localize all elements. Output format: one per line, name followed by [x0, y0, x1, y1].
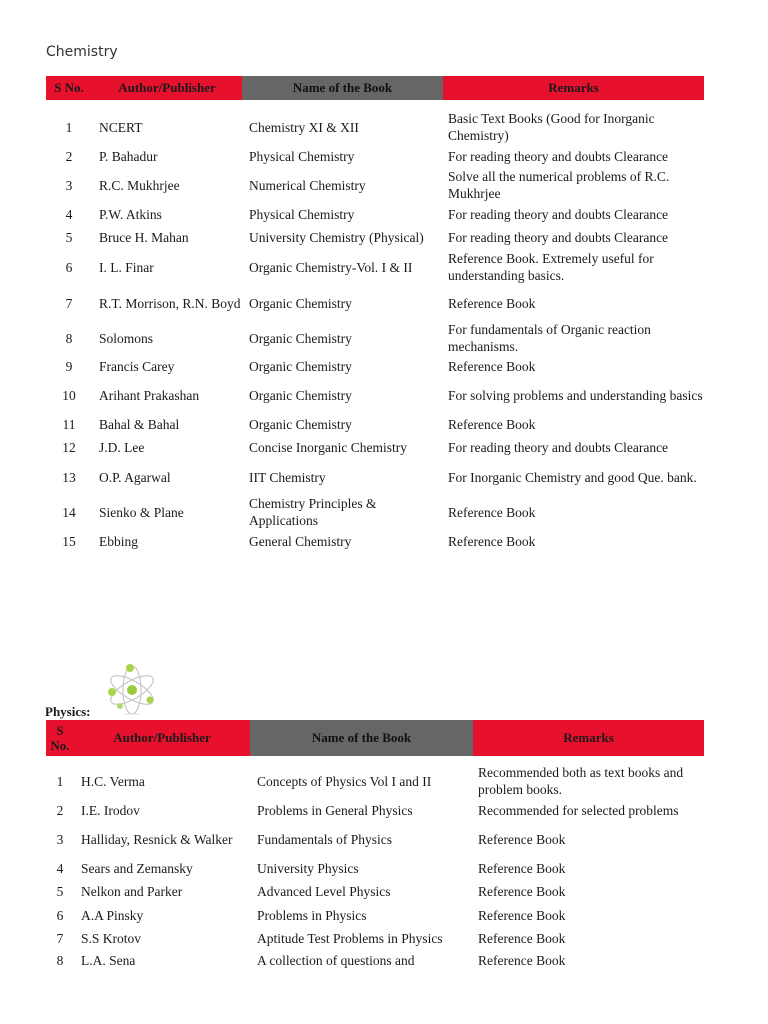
- remarks-cell: Basic Text Books (Good for Inorganic Chemistry): [448, 111, 655, 143]
- table-row: [46, 799, 704, 821]
- remarks-cell: Reference Book: [448, 295, 536, 311]
- table-row: [46, 821, 704, 857]
- serial-number-cell: 8: [56, 952, 64, 968]
- remarks-cell: Solve all the numerical problems of R.C. Mukhrjee: [448, 169, 670, 201]
- remarks-cell: For Inorganic Chemistry and good Que. bank.: [448, 469, 697, 485]
- serial-number-cell: 9: [65, 358, 73, 374]
- table-row: [46, 285, 704, 321]
- serial-number-cell: 5: [65, 229, 73, 245]
- table-row: [46, 225, 704, 249]
- physics-section-title: Physics:: [45, 704, 91, 719]
- table-row: [46, 459, 704, 495]
- serial-number-cell: 4: [56, 860, 64, 876]
- book-name-cell: Organic Chemistry-Vol. I & II: [249, 259, 413, 275]
- table-row: [46, 145, 704, 167]
- serial-number-cell: 2: [56, 802, 64, 818]
- remarks-cell: For reading theory and doubts Clearance: [448, 229, 669, 245]
- table-row: [46, 413, 704, 435]
- author-cell: S.S Krotov: [81, 930, 142, 946]
- author-cell: I.E. Irodov: [81, 802, 140, 818]
- remarks-cell: For reading theory and doubts Clearance: [448, 206, 669, 222]
- serial-number-cell: 1: [56, 773, 64, 789]
- chemistry-book-table: [46, 76, 704, 553]
- serial-number-cell: 7: [65, 295, 73, 311]
- table-row: [46, 763, 704, 799]
- table-row: [46, 167, 704, 203]
- atom-icon: [104, 660, 160, 725]
- header-remarks: Remarks: [473, 720, 704, 756]
- author-cell: Sienko & Plane: [99, 504, 184, 520]
- author-cell: Bruce H. Mahan: [99, 229, 189, 245]
- header-book: Name of the Book: [250, 720, 473, 756]
- book-name-cell: Aptitude Test Problems in Physics: [257, 930, 443, 946]
- book-name-cell: Concepts of Physics Vol I and II: [257, 773, 432, 789]
- remarks-cell: Recommended for selected problems: [478, 802, 679, 818]
- remarks-cell: Reference Book: [448, 504, 536, 520]
- serial-number-cell: 6: [65, 259, 73, 275]
- book-name-cell: University Chemistry (Physical): [249, 229, 424, 245]
- book-name-cell: IIT Chemistry: [249, 469, 326, 485]
- book-name-cell: Organic Chemistry: [249, 358, 352, 374]
- table-row: [46, 377, 704, 413]
- table-row: [46, 529, 704, 553]
- author-cell: H.C. Verma: [81, 773, 145, 789]
- remarks-cell: For solving problems and understanding basics: [448, 387, 703, 403]
- book-name-cell: Organic Chemistry: [249, 387, 352, 403]
- remarks-cell: Reference Book: [478, 831, 566, 847]
- author-cell: Arihant Prakashan: [99, 387, 200, 403]
- book-name-cell: A collection of questions and: [257, 952, 415, 968]
- header-author: Author/Publisher: [92, 76, 242, 100]
- book-name-cell: Advanced Level Physics: [257, 883, 391, 899]
- serial-number-cell: 15: [62, 533, 76, 549]
- remarks-cell: Reference Book: [478, 907, 566, 923]
- table-row: [46, 109, 704, 145]
- author-cell: Nelkon and Parker: [81, 883, 183, 899]
- serial-number-cell: 5: [56, 883, 64, 899]
- physics-book-table: [46, 720, 704, 971]
- remarks-cell: For reading theory and doubts Clearance: [448, 439, 669, 455]
- book-name-cell: Organic Chemistry: [249, 330, 352, 346]
- author-cell: P.W. Atkins: [99, 206, 162, 222]
- remarks-cell: Reference Book: [448, 533, 536, 549]
- book-name-cell: Physical Chemistry: [249, 206, 355, 222]
- table-header-row: [46, 76, 704, 100]
- remarks-cell: Reference Book: [478, 860, 566, 876]
- header-remarks: Remarks: [443, 76, 704, 100]
- author-cell: Halliday, Resnick & Walker: [81, 831, 233, 847]
- book-name-cell: Numerical Chemistry: [249, 177, 366, 193]
- book-name-cell: Organic Chemistry: [249, 416, 352, 432]
- author-cell: O.P. Agarwal: [99, 469, 171, 485]
- serial-number-cell: 8: [65, 330, 73, 346]
- spacer-cell: [46, 100, 704, 109]
- book-name-cell: Problems in General Physics: [257, 802, 413, 818]
- remarks-cell: Reference Book: [478, 930, 566, 946]
- table-row: [46, 435, 704, 459]
- author-cell: R.T. Morrison, R.N. Boyd: [99, 295, 241, 311]
- table-row: [46, 355, 704, 377]
- book-name-cell: General Chemistry: [249, 533, 352, 549]
- header-sno: S No.: [46, 720, 74, 756]
- author-cell: A.A Pinsky: [81, 907, 144, 923]
- remarks-cell: Reference Book: [478, 952, 566, 968]
- remarks-cell: Reference Book: [448, 416, 536, 432]
- author-cell: R.C. Mukhrjee: [99, 177, 180, 193]
- table-row: [46, 927, 704, 949]
- book-name-cell: University Physics: [257, 860, 359, 876]
- author-cell: Ebbing: [99, 533, 138, 549]
- table-header-row: [46, 720, 704, 756]
- remarks-cell: Reference Book: [478, 883, 566, 899]
- remarks-cell: Recommended both as text books and problem books.: [478, 765, 684, 797]
- table-row: [46, 949, 704, 971]
- author-cell: I. L. Finar: [99, 259, 154, 275]
- table-row: [46, 857, 704, 879]
- header-sno: S No.: [46, 76, 92, 100]
- author-cell: Sears and Zemansky: [81, 860, 193, 876]
- author-cell: Bahal & Bahal: [99, 416, 180, 432]
- serial-number-cell: 11: [62, 416, 76, 432]
- author-cell: L.A. Sena: [81, 952, 136, 968]
- serial-number-cell: 3: [65, 177, 73, 193]
- book-name-cell: Physical Chemistry: [249, 148, 355, 164]
- book-name-cell: Chemistry XI & XII: [249, 119, 359, 135]
- serial-number-cell: 1: [65, 119, 73, 135]
- book-name-cell: Fundamentals of Physics: [257, 831, 392, 847]
- spacer-row: [46, 100, 704, 109]
- author-cell: NCERT: [99, 119, 143, 135]
- serial-number-cell: 12: [62, 439, 76, 455]
- table-row: [46, 903, 704, 927]
- serial-number-cell: 14: [62, 504, 76, 520]
- table-row: [46, 249, 704, 285]
- chemistry-section-title: Chemistry: [46, 44, 118, 60]
- serial-number-cell: 13: [62, 469, 76, 485]
- table-row: [46, 495, 704, 529]
- table-row: [46, 203, 704, 225]
- header-book: Name of the Book: [242, 76, 443, 100]
- author-cell: Francis Carey: [99, 358, 175, 374]
- table-row: [46, 879, 704, 903]
- serial-number-cell: 4: [65, 206, 73, 222]
- book-name-cell: Problems in Physics: [257, 907, 367, 923]
- remarks-cell: Reference Book: [448, 358, 536, 374]
- serial-number-cell: 2: [65, 148, 73, 164]
- book-name-cell: Chemistry Principles & Applications: [249, 496, 377, 528]
- spacer-cell: [46, 756, 704, 763]
- author-cell: P. Bahadur: [99, 148, 158, 164]
- remarks-cell: For reading theory and doubts Clearance: [448, 148, 669, 164]
- remarks-cell: For fundamentals of Organic reaction mechanisms.: [448, 322, 651, 354]
- book-name-cell: Concise Inorganic Chemistry: [249, 439, 407, 455]
- serial-number-cell: 7: [56, 930, 64, 946]
- author-cell: Solomons: [99, 330, 154, 346]
- table-row: [46, 321, 704, 355]
- serial-number-cell: 6: [56, 907, 64, 923]
- book-name-cell: Organic Chemistry: [249, 295, 352, 311]
- spacer-row: [46, 756, 704, 763]
- header-author: Author/Publisher: [74, 720, 250, 756]
- remarks-cell: Reference Book. Extremely useful for understanding basics.: [448, 251, 654, 283]
- serial-number-cell: 10: [62, 387, 76, 403]
- author-cell: J.D. Lee: [99, 439, 145, 455]
- serial-number-cell: 3: [56, 831, 64, 847]
